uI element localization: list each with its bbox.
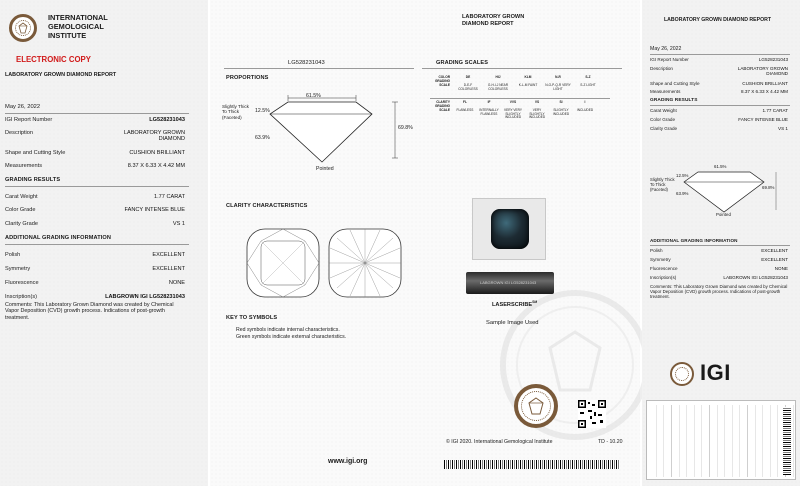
left-report-panel xyxy=(0,0,208,486)
institute-line-1: INTERNATIONAL xyxy=(48,13,108,22)
right-pavilion-pct: 63.9% xyxy=(676,191,689,196)
clarity-header-vs: VS xyxy=(534,100,540,104)
right-igi-seal xyxy=(670,362,694,386)
igi-brown-seal xyxy=(514,384,558,428)
row-symmetry: Symmetry EXCELLENT xyxy=(5,266,185,272)
right-row-report-number: IGI Report Number LG528231043 xyxy=(650,57,788,62)
right-culet-label: Pointed xyxy=(716,212,731,217)
electronic-copy-label: ELECTRONIC COPY xyxy=(16,55,91,64)
row-fluorescence: Fluorescence NONE xyxy=(5,280,185,286)
mid-header-line-1: LABORATORY GROWN xyxy=(462,14,525,20)
report-date: May 26, 2022 xyxy=(5,104,41,110)
blue-diamond-photo xyxy=(491,209,529,249)
right-report-panel xyxy=(642,0,800,486)
right-row-shape: Shape and Cutting Style CUSHION BRILLIANT xyxy=(650,81,788,86)
report-title: LABORATORY GROWN DIAMOND REPORT xyxy=(5,72,117,78)
qr-code[interactable] xyxy=(578,400,606,428)
clarity-plot-crown xyxy=(243,226,323,300)
comments-text: Comments: This Laboratory Grown Diamond was created by Chemical Vapor Deposition (CVD) growth process. Indications of post-growth treatment. xyxy=(5,302,174,321)
institute-line-3: INSTITUTE xyxy=(48,31,87,40)
color-grade-faint: K-L-M FAINT xyxy=(518,83,538,87)
bottom-barcode xyxy=(444,460,620,469)
right-crown-pct: 12.5% xyxy=(676,173,689,178)
proportions-diagram xyxy=(240,88,415,178)
clarity-header-si: SI xyxy=(559,100,563,104)
color-header-nr: N-R xyxy=(555,75,561,79)
sample-image-label: Sample Image Used xyxy=(486,320,539,326)
middle-report-panel xyxy=(210,0,640,486)
right-depth-pct: 69.8% xyxy=(762,185,775,190)
clarity-header-vvs: VVS xyxy=(509,100,517,104)
culet-label: Pointed xyxy=(316,166,334,172)
grading-results-heading: GRADING RESULTS xyxy=(5,177,61,183)
right-row-fluorescence: Fluorescence NONE xyxy=(650,266,788,271)
row-measurements: Measurements 8.37 X 6.33 X 4.42 MM xyxy=(5,163,185,169)
color-grade-colorless: D-E-F COLORLESS xyxy=(458,83,478,91)
right-girdle-label: Slightly Thick To Thick (Faceted) xyxy=(650,177,675,192)
table-pct: 61.5% xyxy=(306,93,321,99)
right-row-inscription: Inscription(s) LABGROWN IGI LG528231043 xyxy=(650,275,788,280)
pavilion-pct: 63.9% xyxy=(255,135,270,141)
row-color: Color Grade FANCY INTENSE BLUE xyxy=(5,207,185,213)
clarity-plot-pavilion xyxy=(325,226,405,300)
girdle-label: Slightly Thick To Thick (Faceted) xyxy=(222,104,249,120)
row-polish: Polish EXCELLENT xyxy=(5,252,185,258)
clarity-characteristics-heading: CLARITY CHARACTERISTICS xyxy=(226,203,308,209)
key-line-green: Green symbols indicate external characteristics. xyxy=(236,334,347,340)
right-comments: Comments: This Laboratory Grown Diamond was created by Chemical Vapor Deposition (CVD) growth process. Indications of post-growth treatment. xyxy=(650,284,788,300)
depth-pct: 69.8% xyxy=(398,125,413,131)
color-scale-label: COLOR GRADING SCALE xyxy=(434,75,450,87)
igi-brand-logo: IGI xyxy=(700,360,731,385)
color-header-hij: HIJ xyxy=(495,75,501,79)
right-additional-heading: ADDITIONAL GRADING INFORMATION xyxy=(650,238,738,243)
clarity-grade-vvs: VERY VERY SLIGHTLY INCLUDED xyxy=(503,108,523,120)
form-code: TD - 10.20 xyxy=(598,439,623,445)
mid-header-line-2: DIAMOND REPORT xyxy=(462,21,514,27)
right-date: May 26, 2022 xyxy=(650,46,682,52)
clarity-grade-fl: FLAWLESS xyxy=(456,108,474,112)
color-header-klm: KLM xyxy=(524,75,532,79)
right-row-description: Description LABORATORY GROWN DIAMOND xyxy=(650,66,788,77)
row-carat: Carat Weight 1.77 CARAT xyxy=(5,194,185,200)
laserscribe-label: LASERSCRIBE℠ xyxy=(492,300,538,308)
color-header-sz: S-Z xyxy=(585,75,591,79)
key-line-red: Red symbols indicate internal characteristics. xyxy=(236,327,340,333)
clarity-grade-if: INTERNALLY FLAWLESS xyxy=(479,108,499,116)
row-inscription: Inscription(s) LABGROWN IGI LG528231043 xyxy=(5,294,185,300)
row-clarity: Clarity Grade VS 1 xyxy=(5,221,185,227)
proportions-heading: PROPORTIONS xyxy=(226,75,269,81)
color-header-de: DE xyxy=(465,75,471,79)
clarity-grade-i: INCLUDED xyxy=(576,108,594,112)
right-row-symmetry: Symmetry EXCELLENT xyxy=(650,257,788,262)
right-row-carat: Carat Weight 1.77 CARAT xyxy=(650,108,788,113)
laserscribe-inscription: LABGROWN IGI LG528231043 xyxy=(480,280,537,285)
laserscribe-photo xyxy=(466,272,554,294)
clarity-header-if: IF xyxy=(487,100,491,104)
igi-seal-logo xyxy=(9,14,37,42)
row-report-number: IGI Report Number LG528231043 xyxy=(5,117,185,123)
clarity-scale-label: CLARITY GRADING SCALE xyxy=(434,100,450,112)
mini-card-barcode xyxy=(783,407,791,475)
right-table-pct: 61.5% xyxy=(714,164,727,169)
mini-card xyxy=(646,400,796,480)
right-row-polish: Polish EXCELLENT xyxy=(650,248,788,253)
crown-pct: 12.5% xyxy=(255,108,270,114)
row-shape: Shape and Cutting Style CUSHION BRILLIANT xyxy=(5,150,185,156)
copyright-text: © IGI 2020. International Gemological Institute xyxy=(446,439,553,445)
right-row-clarity: Clarity Grade VS 1 xyxy=(650,126,788,131)
grading-scales-heading: GRADING SCALES xyxy=(436,60,489,66)
clarity-header-i: I xyxy=(584,100,586,104)
clarity-grade-si: SLIGHTLY INCLUDED xyxy=(552,108,570,116)
right-header: LABORATORY GROWN DIAMOND REPORT xyxy=(664,17,772,23)
row-description: Description LABORATORY GROWN DIAMOND xyxy=(5,130,185,143)
color-grade-near-colorless: G-H-I-J NEAR COLORLESS xyxy=(487,83,509,91)
additional-info-heading: ADDITIONAL GRADING INFORMATION xyxy=(5,235,111,241)
key-to-symbols-heading: KEY TO SYMBOLS xyxy=(226,315,278,321)
institute-line-2: GEMOLOGICAL xyxy=(48,22,104,31)
right-row-measurements: Measurements 8.37 X 6.33 X 4.42 MM xyxy=(650,89,788,94)
mid-report-number: LG528231043 xyxy=(288,60,325,66)
stone-photo-frame xyxy=(472,198,546,260)
right-row-color: Color Grade FANCY INTENSE BLUE xyxy=(650,117,788,122)
clarity-grade-vs: VERY SLIGHTLY INCLUDED xyxy=(528,108,546,120)
color-grade-light: S-Z LIGHT xyxy=(580,83,596,87)
website-link[interactable]: www.igi.org xyxy=(328,458,368,465)
clarity-header-fl: FL xyxy=(463,100,467,104)
right-grading-results-heading: GRADING RESULTS xyxy=(650,98,698,103)
color-grade-very-light: N-O-P-Q-R VERY LIGHT xyxy=(545,83,571,91)
